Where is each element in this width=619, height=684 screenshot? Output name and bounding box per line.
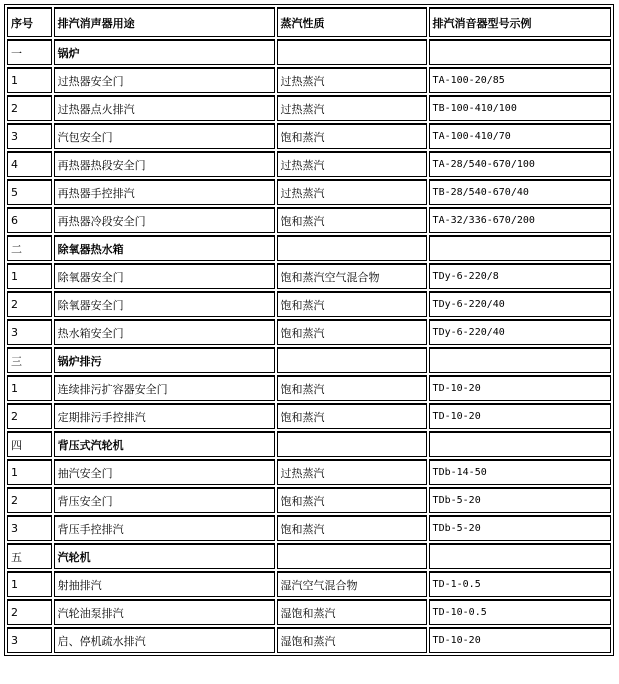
cell-no: 3 bbox=[7, 627, 52, 653]
cell-model bbox=[429, 543, 611, 569]
cell-use: 再热器热段安全门 bbox=[54, 151, 275, 177]
cell-use: 汽包安全门 bbox=[54, 123, 275, 149]
header-row bbox=[7, 7, 611, 37]
cell-model: TA-32/336-670/200 bbox=[429, 207, 611, 233]
cell-model bbox=[429, 431, 611, 457]
cell-use: 除氧器安全门 bbox=[54, 263, 275, 289]
cell-model: TDb-5-20 bbox=[429, 515, 611, 541]
cell-use: 启、停机疏水排汽 bbox=[54, 627, 275, 653]
cell-no: 3 bbox=[7, 515, 52, 541]
cell-use: 热水箱安全门 bbox=[54, 319, 275, 345]
cell-no: 2 bbox=[7, 95, 52, 121]
table-row bbox=[7, 67, 611, 93]
header-model: 排汽消音器型号示例 bbox=[429, 7, 611, 37]
cell-no: 2 bbox=[7, 291, 52, 317]
table-row bbox=[7, 263, 611, 289]
cell-model: TA-100-20/85 bbox=[429, 67, 611, 93]
cell-use: 除氧器安全门 bbox=[54, 291, 275, 317]
header-steam: 蒸汽性质 bbox=[277, 7, 427, 37]
cell-steam: 湿饱和蒸汽 bbox=[277, 599, 427, 625]
cell-use: 汽轮机 bbox=[54, 543, 275, 569]
cell-model: TB-28/540-670/40 bbox=[429, 179, 611, 205]
table-row bbox=[7, 319, 611, 345]
cell-no: 1 bbox=[7, 263, 52, 289]
header-use: 排汽消声器用途 bbox=[54, 7, 275, 37]
cell-steam bbox=[277, 39, 427, 65]
table-row bbox=[7, 291, 611, 317]
cell-model: TD-10-0.5 bbox=[429, 599, 611, 625]
cell-steam bbox=[277, 543, 427, 569]
cell-no: 5 bbox=[7, 179, 52, 205]
table-row bbox=[7, 627, 611, 653]
cell-model bbox=[429, 235, 611, 261]
cell-use: 背压手控排汽 bbox=[54, 515, 275, 541]
cell-use: 过热器安全门 bbox=[54, 67, 275, 93]
cell-no: 6 bbox=[7, 207, 52, 233]
table-row bbox=[7, 375, 611, 401]
cell-steam: 饱和蒸汽 bbox=[277, 123, 427, 149]
cell-model: TDy-6-220/40 bbox=[429, 319, 611, 345]
cell-use: 汽轮油泵排汽 bbox=[54, 599, 275, 625]
cell-model: TD-10-20 bbox=[429, 375, 611, 401]
table-row bbox=[7, 95, 611, 121]
section-row bbox=[7, 235, 611, 261]
cell-steam: 饱和蒸汽 bbox=[277, 375, 427, 401]
cell-use: 过热器点火排汽 bbox=[54, 95, 275, 121]
cell-steam bbox=[277, 235, 427, 261]
cell-no: 1 bbox=[7, 67, 52, 93]
cell-steam: 过热蒸汽 bbox=[277, 67, 427, 93]
table-row bbox=[7, 571, 611, 597]
cell-steam: 饱和蒸汽 bbox=[277, 319, 427, 345]
section-row bbox=[7, 347, 611, 373]
cell-no: 2 bbox=[7, 403, 52, 429]
section-row bbox=[7, 543, 611, 569]
cell-model bbox=[429, 347, 611, 373]
header-no: 序号 bbox=[7, 7, 52, 37]
cell-model: TDb-14-50 bbox=[429, 459, 611, 485]
cell-model bbox=[429, 39, 611, 65]
cell-steam: 过热蒸汽 bbox=[277, 459, 427, 485]
cell-steam: 过热蒸汽 bbox=[277, 179, 427, 205]
cell-steam: 饱和蒸汽 bbox=[277, 487, 427, 513]
cell-model: TA-28/540-670/100 bbox=[429, 151, 611, 177]
cell-steam: 饱和蒸汽空气混合物 bbox=[277, 263, 427, 289]
cell-use: 背压式汽轮机 bbox=[54, 431, 275, 457]
table-row bbox=[7, 459, 611, 485]
cell-no: 2 bbox=[7, 599, 52, 625]
cell-use: 再热器冷段安全门 bbox=[54, 207, 275, 233]
cell-no: 一 bbox=[7, 39, 52, 65]
cell-no: 1 bbox=[7, 459, 52, 485]
cell-steam: 湿汽空气混合物 bbox=[277, 571, 427, 597]
cell-no: 2 bbox=[7, 487, 52, 513]
cell-no: 1 bbox=[7, 375, 52, 401]
cell-model: TDy-6-220/8 bbox=[429, 263, 611, 289]
cell-steam bbox=[277, 431, 427, 457]
cell-use: 锅炉 bbox=[54, 39, 275, 65]
table-body bbox=[7, 7, 611, 653]
section-row bbox=[7, 39, 611, 65]
table-row bbox=[7, 599, 611, 625]
cell-steam bbox=[277, 347, 427, 373]
cell-use: 除氧器热水箱 bbox=[54, 235, 275, 261]
cell-use: 射抽排汽 bbox=[54, 571, 275, 597]
cell-model: TDy-6-220/40 bbox=[429, 291, 611, 317]
cell-model: TA-100-410/70 bbox=[429, 123, 611, 149]
table-row bbox=[7, 403, 611, 429]
cell-use: 背压安全门 bbox=[54, 487, 275, 513]
cell-model: TDb-5-20 bbox=[429, 487, 611, 513]
cell-use: 锅炉排污 bbox=[54, 347, 275, 373]
cell-model: TD-10-20 bbox=[429, 403, 611, 429]
cell-steam: 过热蒸汽 bbox=[277, 151, 427, 177]
table-row bbox=[7, 179, 611, 205]
cell-no: 五 bbox=[7, 543, 52, 569]
cell-no: 3 bbox=[7, 319, 52, 345]
cell-no: 三 bbox=[7, 347, 52, 373]
cell-no: 二 bbox=[7, 235, 52, 261]
section-row bbox=[7, 431, 611, 457]
table-row bbox=[7, 487, 611, 513]
cell-steam: 饱和蒸汽 bbox=[277, 207, 427, 233]
table-row bbox=[7, 515, 611, 541]
cell-steam: 湿饱和蒸汽 bbox=[277, 627, 427, 653]
cell-no: 4 bbox=[7, 151, 52, 177]
cell-steam: 饱和蒸汽 bbox=[277, 403, 427, 429]
muffler-table bbox=[4, 4, 614, 656]
cell-model: TD-10-20 bbox=[429, 627, 611, 653]
table-row bbox=[7, 123, 611, 149]
cell-use: 再热器手控排汽 bbox=[54, 179, 275, 205]
cell-use: 抽汽安全门 bbox=[54, 459, 275, 485]
cell-use: 定期排污手控排汽 bbox=[54, 403, 275, 429]
cell-steam: 饱和蒸汽 bbox=[277, 291, 427, 317]
cell-no: 1 bbox=[7, 571, 52, 597]
cell-steam: 饱和蒸汽 bbox=[277, 515, 427, 541]
cell-model: TD-1-0.5 bbox=[429, 571, 611, 597]
table-row bbox=[7, 207, 611, 233]
cell-model: TB-100-410/100 bbox=[429, 95, 611, 121]
table-row bbox=[7, 151, 611, 177]
cell-no: 四 bbox=[7, 431, 52, 457]
cell-no: 3 bbox=[7, 123, 52, 149]
cell-steam: 过热蒸汽 bbox=[277, 95, 427, 121]
cell-use: 连续排污扩容器安全门 bbox=[54, 375, 275, 401]
